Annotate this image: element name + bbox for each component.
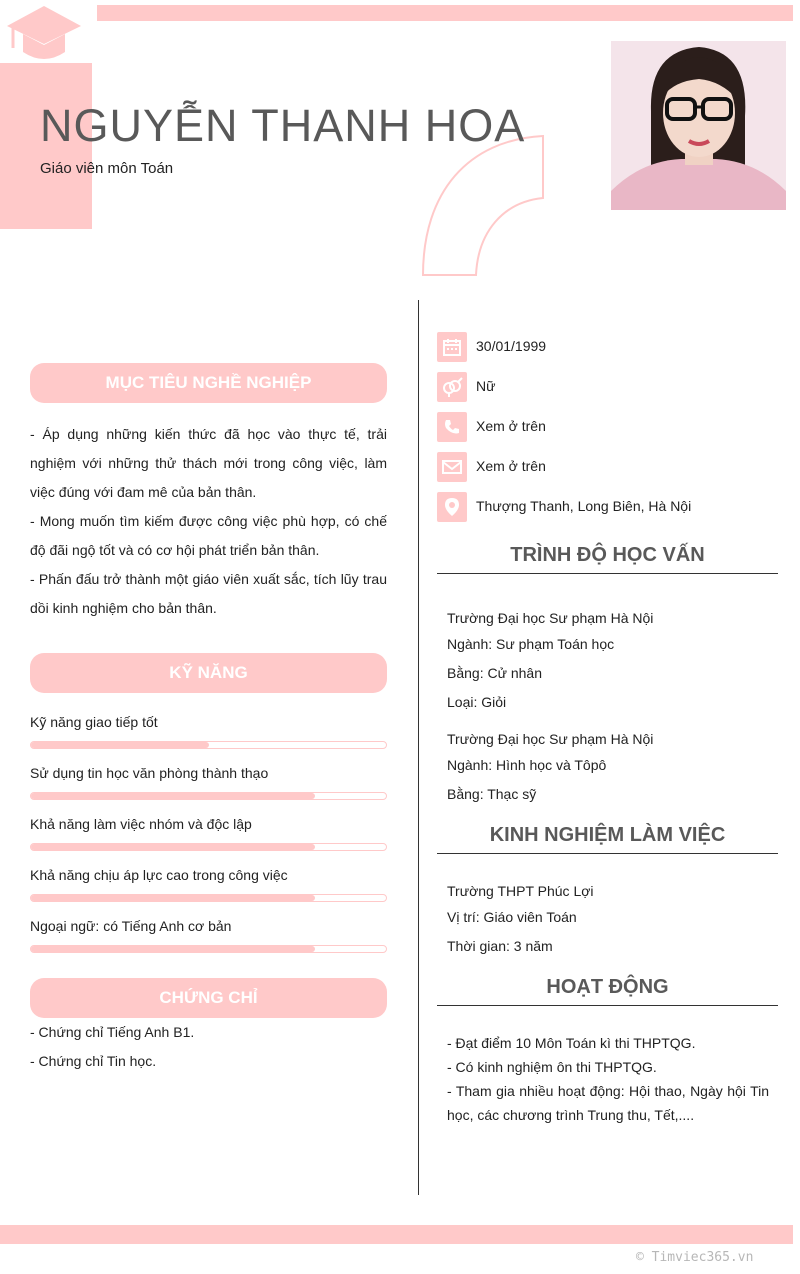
- skill-name: Kỹ năng giao tiếp tốt: [30, 714, 158, 730]
- gender: Nữ: [476, 378, 496, 394]
- birth-date: 30/01/1999: [476, 338, 547, 354]
- objective-line: - Mong muốn tìm kiếm được công việc phù hợp, có chế độ đãi ngộ tốt và có cơ hội phát triển bản thân.: [30, 513, 387, 558]
- skill-level: [31, 844, 315, 850]
- footer-watermark: © Timviec365.vn: [636, 1250, 754, 1265]
- education-school: Trường Đại học Sư phạm Hà Nội: [447, 610, 654, 626]
- skill-level: [31, 946, 315, 952]
- phone-icon: [437, 412, 467, 442]
- skills-heading: KỸ NĂNG: [30, 653, 387, 693]
- skill-bar: [30, 945, 387, 953]
- experience-company: Trường THPT Phúc Lợi: [447, 883, 594, 899]
- activities-heading: HOẠT ĐỘNG: [546, 976, 669, 998]
- email: Xem ở trên: [476, 458, 546, 474]
- candidate-name: NGUYỄN THANH HOA: [40, 100, 526, 151]
- graduation-cap-icon: [5, 4, 83, 64]
- skill-bar: [30, 894, 387, 902]
- column-divider: [418, 300, 419, 1195]
- objective-text: [30, 420, 387, 623]
- activity-item: - Có kinh nghiệm ôn thi THPTQG.: [447, 1059, 657, 1075]
- education-degree: Bằng: Thạc sỹ: [447, 786, 537, 802]
- arc-decor: [418, 132, 548, 278]
- calendar-icon: [437, 332, 467, 362]
- education-heading: TRÌNH ĐỘ HỌC VẤN: [510, 544, 705, 566]
- skill-level: [31, 742, 209, 748]
- objective-line: - Áp dụng những kiến thức đã học vào thực tế, trải nghiệm với những thử thách mới trong công việc, làm việc đúng với đam mê của bản thân.: [30, 426, 387, 500]
- objective-line: - Phấn đấu trở thành một giáo viên xuất sắc, tích lũy trau dồi kinh nghiệm cho bản thân.: [30, 571, 387, 616]
- experience-duration: Thời gian: 3 năm: [447, 938, 553, 954]
- gender-icon: [437, 372, 467, 402]
- experience-position: Vị trí: Giáo viên Toán: [447, 909, 577, 925]
- activity-item: - Tham gia nhiều hoạt động: Hội thao, Ngày hội Tin học, các chương trình Trung thu, Tết,....: [447, 1083, 769, 1123]
- skill-bar: [30, 843, 387, 851]
- activities-list: [447, 1031, 769, 1127]
- activity-item: - Đạt điểm 10 Môn Toán kì thi THPTQG.: [447, 1035, 696, 1051]
- education-major: Ngành: Sư phạm Toán học: [447, 636, 615, 652]
- skill-name: Khả năng làm việc nhóm và độc lập: [30, 816, 252, 832]
- job-title: Giáo viên môn Toán: [40, 160, 174, 177]
- skill-name: Sử dụng tin học văn phòng thành thạo: [30, 765, 269, 781]
- bottom-decor-bar: [0, 1225, 793, 1244]
- location-icon: [437, 492, 467, 522]
- certificate-item: - Chứng chỉ Tin học.: [30, 1053, 157, 1069]
- certificate-item: - Chứng chỉ Tiếng Anh B1.: [30, 1024, 195, 1040]
- objective-heading: MỤC TIÊU NGHỀ NGHIỆP: [30, 363, 387, 403]
- skill-name: Khả năng chịu áp lực cao trong công việc: [30, 867, 288, 883]
- skill-level: [31, 793, 315, 799]
- profile-photo: [611, 41, 786, 210]
- education-degree: Bằng: Cử nhân: [447, 665, 542, 681]
- experience-heading: KINH NGHIỆM LÀM VIỆC: [489, 824, 726, 846]
- education-major: Ngành: Hình học và Tôpô: [447, 757, 607, 773]
- phone: Xem ở trên: [476, 418, 546, 434]
- top-decor-bar: [97, 5, 793, 21]
- address: Thượng Thanh, Long Biên, Hà Nội: [476, 498, 692, 514]
- email-icon: [437, 452, 467, 482]
- certificates-heading: CHỨNG CHỈ: [30, 978, 387, 1018]
- skill-bar: [30, 741, 387, 749]
- skill-bar: [30, 792, 387, 800]
- education-school: Trường Đại học Sư phạm Hà Nội: [447, 731, 654, 747]
- section-underline: [437, 573, 778, 574]
- education-grade: Loại: Giỏi: [447, 694, 507, 710]
- skill-name: Ngoại ngữ: có Tiếng Anh cơ bản: [30, 918, 232, 934]
- section-underline: [437, 1005, 778, 1006]
- skill-level: [31, 895, 315, 901]
- section-underline: [437, 853, 778, 854]
